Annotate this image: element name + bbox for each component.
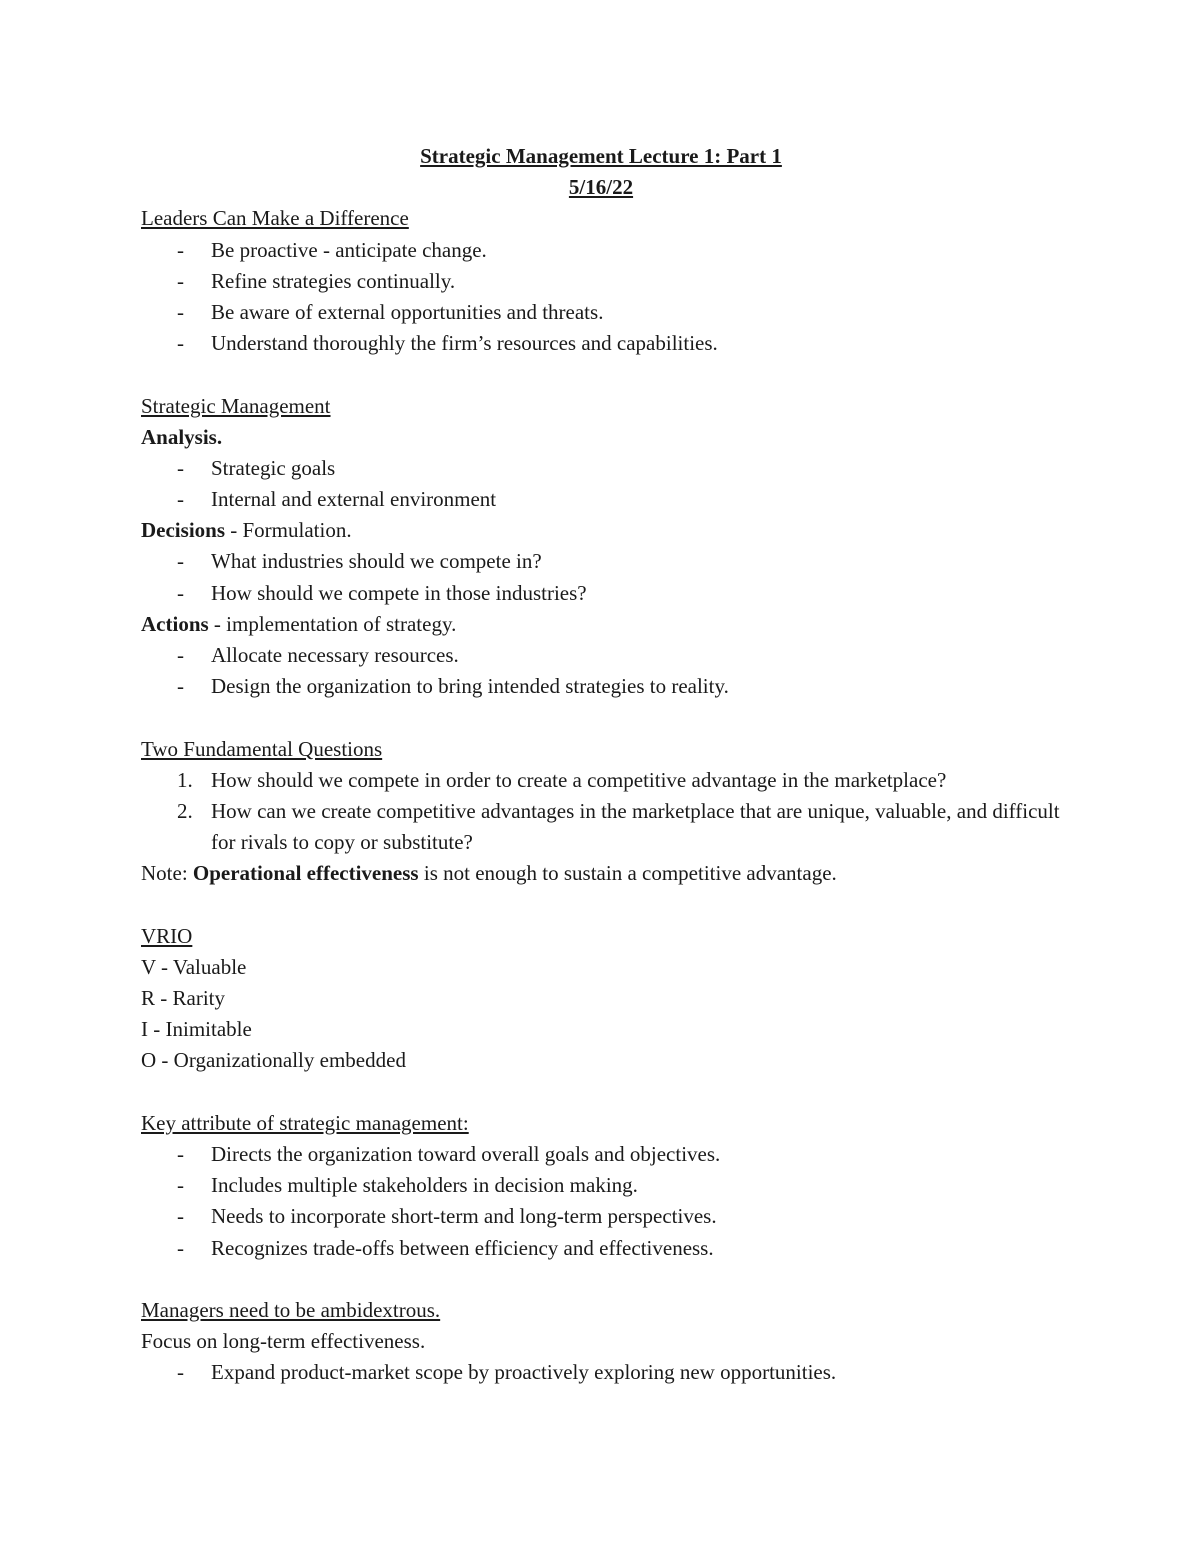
list-item xyxy=(141,546,1061,577)
numbered-item-text: How should we compete in order to create a competitive advantage in the marketplace? xyxy=(211,767,947,792)
list-item xyxy=(141,453,1061,484)
list-item xyxy=(141,640,1061,671)
list-item-text: Design the organization to bring intended strategies to reality. xyxy=(211,674,729,699)
note-rest: is not enough to sustain a competitive advantage. xyxy=(418,861,837,886)
decisions-text: - Formulation. xyxy=(225,518,352,543)
actions-text: - implementation of strategy. xyxy=(208,611,457,636)
spacer xyxy=(141,1077,1061,1108)
bullet-dash: - xyxy=(177,1142,184,1167)
vrio-item: V - Valuable xyxy=(141,954,247,979)
analysis-label: Analysis. xyxy=(141,424,223,449)
list-item xyxy=(141,266,1061,297)
bullet-dash: - xyxy=(177,1235,184,1260)
bullet-dash: - xyxy=(177,580,184,605)
list-item-text: Expand product-market scope by proactively exploring new opportunities. xyxy=(211,1360,837,1385)
list-item xyxy=(141,1357,1061,1388)
list-item xyxy=(141,235,1061,266)
list-item-text: Be proactive - anticipate change. xyxy=(211,237,487,262)
numbered-item xyxy=(141,796,1061,858)
list-item-text: Includes multiple stakeholders in decision making. xyxy=(211,1173,638,1198)
list-item-text: Strategic goals xyxy=(211,455,336,480)
document-title: Strategic Management Lecture 1: Part 1 xyxy=(420,144,782,168)
list-item-text: How should we compete in those industries? xyxy=(211,580,587,605)
bullet-dash: - xyxy=(177,674,184,699)
list-item xyxy=(141,578,1061,609)
bullet-dash: - xyxy=(177,643,184,667)
list-item xyxy=(141,1201,1061,1232)
bullet-dash: - xyxy=(177,1204,184,1229)
bullet-dash: - xyxy=(177,268,184,293)
list-item-text: What industries should we compete in? xyxy=(211,549,542,574)
spacer xyxy=(141,890,1061,921)
bullet-dash: - xyxy=(177,237,184,262)
section-heading-leaders: Leaders Can Make a Difference xyxy=(141,206,409,231)
managers-subtext: Focus on long-term effectiveness. xyxy=(141,1329,426,1354)
list-item-text: Recognizes trade-offs between efficiency and effectiveness. xyxy=(211,1235,714,1260)
document-page xyxy=(141,141,1061,1389)
list-item-text: Allocate necessary resources. xyxy=(211,643,459,667)
list-item-text: Needs to incorporate short-term and long-term perspectives. xyxy=(211,1204,717,1229)
list-item xyxy=(141,1233,1061,1264)
list-item-text: Be aware of external opportunities and threats. xyxy=(211,299,604,324)
note-prefix: Note: xyxy=(141,861,193,886)
section-heading-key-attribute: Key attribute of strategic management: xyxy=(141,1110,469,1135)
decisions-line xyxy=(141,515,1061,546)
list-item-text: Refine strategies continually. xyxy=(211,268,456,293)
spacer xyxy=(141,359,1061,390)
note-bold: Operational effectiveness xyxy=(192,861,419,886)
section-heading-strategic-management: Strategic Management xyxy=(141,393,331,418)
numbered-item-text: How can we create competitive advantages in the marketplace that are unique, valuable, and difficult for rivals to copy or substitute? xyxy=(211,798,1060,855)
bullet-dash: - xyxy=(177,487,184,512)
bullet-dash: - xyxy=(177,1173,184,1198)
item-number: 2. xyxy=(177,798,193,823)
decisions-label: Decisions xyxy=(141,518,225,543)
list-item xyxy=(141,328,1061,359)
list-item-text: Directs the organization toward overall goals and objectives. xyxy=(211,1142,721,1167)
bullet-dash: - xyxy=(177,331,184,356)
vrio-item: R - Rarity xyxy=(141,986,225,1011)
bullet-dash: - xyxy=(177,299,184,324)
document-date: 5/16/22 xyxy=(568,175,634,200)
bullet-dash: - xyxy=(177,455,184,480)
list-item xyxy=(141,1139,1061,1170)
vrio-item: I - Inimitable xyxy=(141,1017,252,1042)
numbered-item xyxy=(141,765,1061,796)
note-line xyxy=(141,858,1061,889)
item-number: 1. xyxy=(177,767,193,792)
list-item-text: Understand thoroughly the firm’s resources and capabilities. xyxy=(211,331,718,356)
spacer xyxy=(141,1264,1061,1295)
list-item xyxy=(141,671,1061,702)
list-item-text: Internal and external environment xyxy=(211,487,497,512)
section-heading-questions: Two Fundamental Questions xyxy=(141,736,383,761)
bullet-dash: - xyxy=(177,1360,184,1385)
list-item xyxy=(141,484,1061,515)
bullet-dash: - xyxy=(177,549,184,574)
vrio-item: O - Organizationally embedded xyxy=(141,1048,406,1073)
list-item xyxy=(141,297,1061,328)
actions-line xyxy=(141,609,1061,640)
list-item xyxy=(141,1170,1061,1201)
section-heading-managers: Managers need to be ambidextrous. xyxy=(141,1297,441,1322)
spacer xyxy=(141,702,1061,733)
actions-label: Actions xyxy=(141,611,209,636)
section-heading-vrio: VRIO xyxy=(141,923,193,948)
